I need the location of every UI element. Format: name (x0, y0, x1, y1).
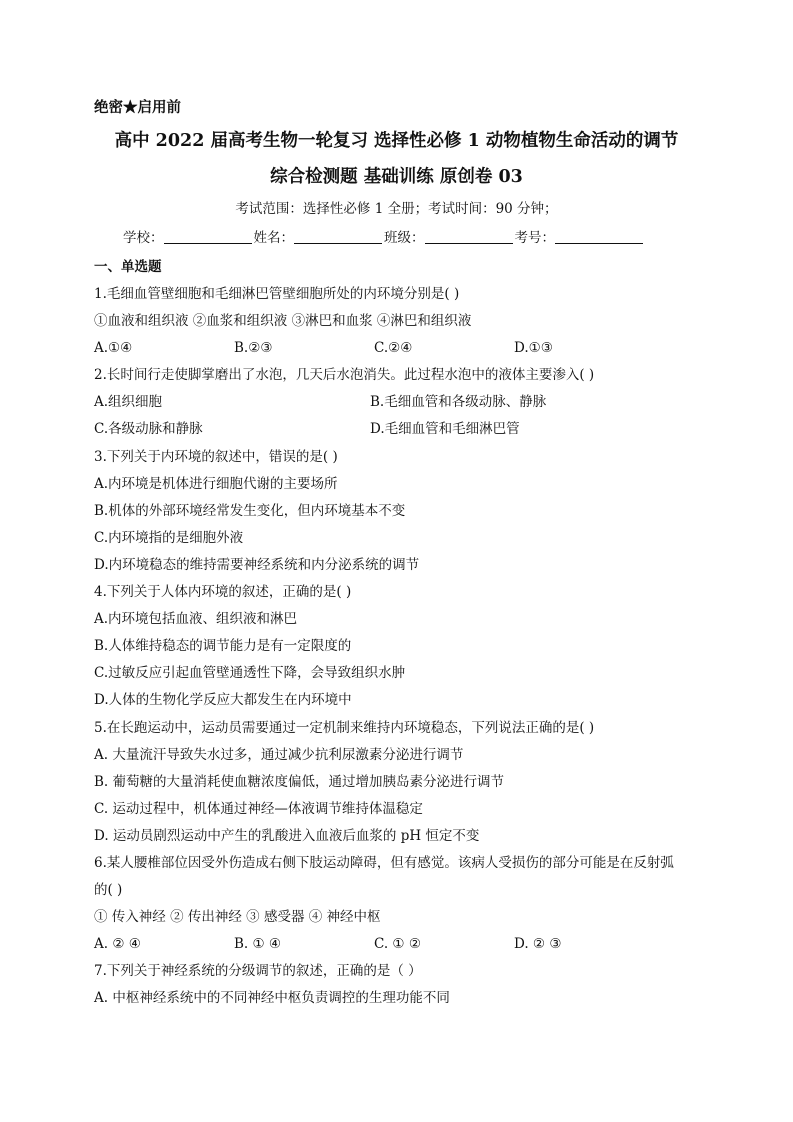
q3-stem: 3.下列关于内环境的叙述中，错误的是( ) (94, 448, 338, 465)
q2-option-a[interactable]: A.组织细胞 (94, 394, 163, 411)
q3-option-a[interactable]: A.内环境是机体进行细胞代谢的主要场所 (94, 475, 338, 492)
q1-options (94, 335, 793, 362)
q5-stem: 5.在长跑运动中，运动员需要通过一定机制来维持内环境稳态，下列说法正确的是( ) (94, 719, 595, 736)
number-label: 考号： (514, 230, 555, 246)
q6-stem-line2: 的( ) (94, 882, 123, 899)
secret-label: 绝密★启用前 (94, 99, 181, 116)
class-blank[interactable] (425, 229, 513, 244)
q2-option-d[interactable]: D.毛细血管和毛细淋巴管 (370, 421, 520, 438)
q4-option-d[interactable]: D.人体的生物化学反应大都发生在内环境中 (94, 692, 352, 709)
q4-stem: 4.下列关于人体内环境的叙述，正确的是( ) (94, 584, 352, 601)
q5-option-d[interactable]: D. 运动员剧烈运动中产生的乳酸进入血液后血浆的 pH 恒定不变 (94, 827, 480, 844)
q1-option-b[interactable]: B.②③ (234, 340, 273, 357)
q2-stem: 2.长时间行走使脚掌磨出了水泡，几天后水泡消失。此过程水泡中的液体主要渗入( ) (94, 367, 595, 384)
school-blank[interactable] (164, 229, 252, 244)
q1-option-a[interactable]: A.①④ (94, 340, 133, 357)
title-line-2: 综合检测题 基础训练 原创卷 03 (270, 167, 523, 187)
q5-option-b[interactable]: B. 葡萄糖的大量消耗使血糖浓度偏低，通过增加胰岛素分泌进行调节 (94, 773, 505, 790)
q5-option-a[interactable]: A. 大量流汗导致失水过多，通过减少抗利尿激素分泌进行调节 (94, 746, 464, 763)
q4-option-b[interactable]: B.人体维持稳态的调节能力是有一定限度的 (94, 638, 352, 655)
q6-option-b[interactable]: B. ① ④ (234, 936, 281, 953)
q3-option-d[interactable]: D.内环境稳态的维持需要神经系统和内分泌系统的调节 (94, 556, 420, 573)
student-info-line (94, 223, 793, 253)
q3-option-c[interactable]: C.内环境指的是细胞外液 (94, 529, 244, 546)
name-label: 姓名： (253, 230, 294, 246)
name-blank[interactable] (294, 229, 382, 244)
q6-items: ① 传入神经 ② 传出神经 ③ 感受器 ④ 神经中枢 (94, 909, 381, 926)
number-blank[interactable] (555, 229, 643, 244)
q2-options-row2 (94, 416, 793, 443)
school-label: 学校： (123, 230, 164, 246)
q7-stem: 7.下列关于神经系统的分级调节的叙述，正确的是（ ） (94, 963, 422, 980)
q1-option-c[interactable]: C.②④ (374, 340, 413, 357)
exam-scope: 考试范围：选择性必修 1 全册；考试时间：90 分钟； (235, 201, 558, 217)
q6-option-a[interactable]: A. ② ④ (94, 936, 141, 953)
q1-items: ①血液和组织液 ②血浆和组织液 ③淋巴和血浆 ④淋巴和组织液 (94, 313, 472, 330)
q6-option-c[interactable]: C. ① ② (374, 936, 421, 953)
q4-option-a[interactable]: A.内环境包括血液、组织液和淋巴 (94, 611, 298, 628)
q2-options-row1 (94, 389, 793, 416)
class-label: 班级： (384, 230, 425, 246)
title-line-1: 高中 2022 届高考生物一轮复习 选择性必修 1 动物植物生命活动的调节 (114, 131, 679, 151)
section-heading: 一、单选题 (94, 259, 162, 275)
q3-option-b[interactable]: B.机体的外部环境经常发生变化，但内环境基本不变 (94, 502, 406, 519)
q4-option-c[interactable]: C.过敏反应引起血管壁通透性下降，会导致组织水肿 (94, 665, 406, 682)
q2-option-b[interactable]: B.毛细血管和各级动脉、静脉 (370, 394, 547, 411)
q6-option-d[interactable]: D. ② ③ (514, 936, 562, 953)
q7-option-a[interactable]: A. 中枢神经系统中的不同神经中枢负责调控的生理功能不同 (94, 990, 450, 1007)
q1-option-d[interactable]: D.①③ (514, 340, 553, 357)
q6-stem-line1: 6.某人腰椎部位因受外伤造成右侧下肢运动障碍，但有感觉。该病人受损伤的部分可能是在反射弧 (94, 854, 674, 871)
q5-option-c[interactable]: C. 运动过程中，机体通过神经—体液调节维持体温稳定 (94, 800, 423, 817)
q6-options (94, 931, 793, 958)
q2-option-c[interactable]: C.各级动脉和静脉 (94, 421, 203, 438)
q1-stem: 1.毛细血管壁细胞和毛细淋巴管壁细胞所处的内环境分别是( ) (94, 286, 460, 302)
